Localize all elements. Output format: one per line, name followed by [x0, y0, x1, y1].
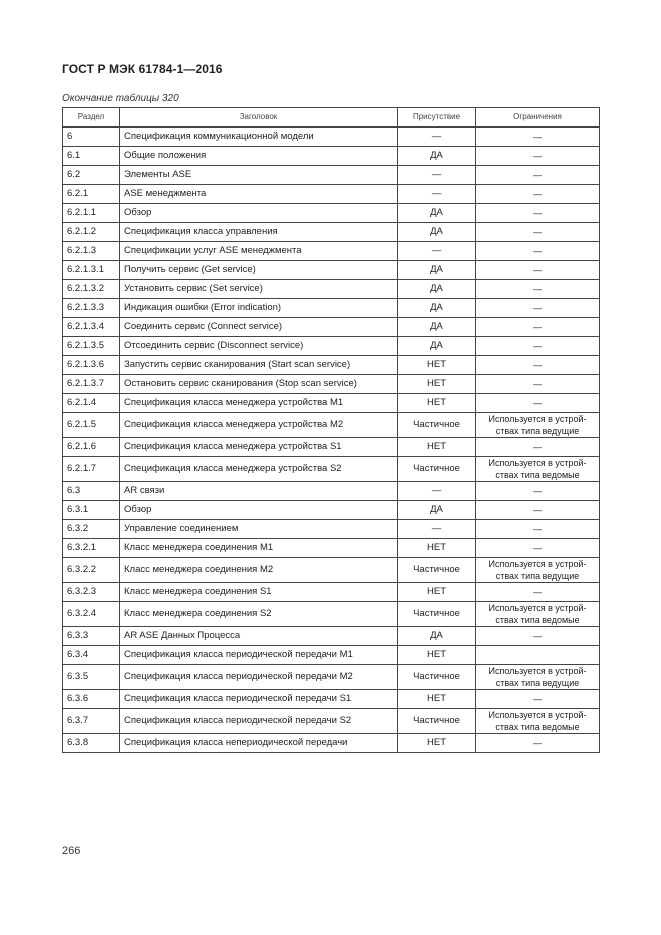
table-row	[63, 204, 600, 223]
cell-title: Спецификация класса непериодической передачи	[120, 734, 398, 753]
cell-presence: НЕТ	[398, 583, 476, 602]
cell-restrictions: —	[476, 627, 600, 646]
cell-restrictions: —	[476, 734, 600, 753]
table-row	[63, 438, 600, 457]
table-row	[63, 457, 600, 482]
header-restrictions: Ограничения	[476, 108, 600, 128]
table-row	[63, 280, 600, 299]
cell-restrictions: —	[476, 394, 600, 413]
cell-title: Спецификация класса менеджера устройства S2	[120, 457, 398, 482]
table-row	[63, 665, 600, 690]
table-body	[63, 127, 600, 753]
cell-presence: ДА	[398, 627, 476, 646]
table-row	[63, 583, 600, 602]
table-row	[63, 166, 600, 185]
cell-section: 6.3.2.2	[63, 558, 120, 583]
cell-presence: НЕТ	[398, 690, 476, 709]
cell-presence: НЕТ	[398, 356, 476, 375]
cell-presence: НЕТ	[398, 734, 476, 753]
cell-section: 6.2.1.1	[63, 204, 120, 223]
table-row	[63, 242, 600, 261]
cell-restrictions: —	[476, 204, 600, 223]
cell-section: 6.3.6	[63, 690, 120, 709]
cell-section: 6	[63, 127, 120, 147]
table-row	[63, 337, 600, 356]
cell-restrictions: —	[476, 501, 600, 520]
cell-restrictions: —	[476, 337, 600, 356]
cell-section: 6.3.7	[63, 709, 120, 734]
cell-title: Остановить сервис сканирования (Stop scan service)	[120, 375, 398, 394]
cell-section: 6.2.1.3	[63, 242, 120, 261]
header-section: Раздел	[63, 108, 120, 128]
cell-section: 6.3.2	[63, 520, 120, 539]
cell-presence: Частичное	[398, 602, 476, 627]
cell-presence: ДА	[398, 318, 476, 337]
cell-title: Запустить сервис сканирования (Start scan service)	[120, 356, 398, 375]
cell-restrictions: —	[476, 375, 600, 394]
table-row	[63, 147, 600, 166]
table-row	[63, 299, 600, 318]
cell-section: 6.3.5	[63, 665, 120, 690]
cell-title: Спецификация класса периодической передачи М1	[120, 646, 398, 665]
cell-presence: Частичное	[398, 709, 476, 734]
cell-title: AR связи	[120, 482, 398, 501]
cell-title: Элементы ASE	[120, 166, 398, 185]
cell-section: 6.3	[63, 482, 120, 501]
cell-restrictions: —	[476, 166, 600, 185]
table-row	[63, 602, 600, 627]
cell-section: 6.2.1.3.7	[63, 375, 120, 394]
cell-presence: ДА	[398, 147, 476, 166]
cell-restrictions: —	[476, 583, 600, 602]
table-caption: Окончание таблицы 320	[62, 93, 179, 104]
cell-section: 6.2.1.2	[63, 223, 120, 242]
table-row	[63, 539, 600, 558]
cell-restrictions: —	[476, 438, 600, 457]
cell-restrictions: —	[476, 127, 600, 147]
cell-presence: ДА	[398, 204, 476, 223]
cell-title: Общие положения	[120, 147, 398, 166]
cell-title: Обзор	[120, 204, 398, 223]
page-number: 266	[62, 845, 81, 857]
table-row	[63, 690, 600, 709]
header-presence: Присутствие	[398, 108, 476, 128]
cell-title: Класс менеджера соединения S2	[120, 602, 398, 627]
cell-presence: НЕТ	[398, 394, 476, 413]
cell-restrictions: Используется в устрой- ствах типа ведомые	[476, 709, 600, 734]
cell-title: Класс менеджера соединения М2	[120, 558, 398, 583]
cell-section: 6.2.1.3.1	[63, 261, 120, 280]
table-row	[63, 375, 600, 394]
cell-section: 6.2.1.3.3	[63, 299, 120, 318]
cell-restrictions: —	[476, 520, 600, 539]
cell-presence: ДА	[398, 280, 476, 299]
cell-title: Спецификация класса периодической передачи S2	[120, 709, 398, 734]
cell-restrictions: —	[476, 280, 600, 299]
cell-section: 6.2.1.7	[63, 457, 120, 482]
cell-title: Спецификация класса менеджера устройства М1	[120, 394, 398, 413]
cell-restrictions: —	[476, 356, 600, 375]
cell-title: Соединить сервис (Connect service)	[120, 318, 398, 337]
cell-section: 6.3.2.1	[63, 539, 120, 558]
table-row	[63, 394, 600, 413]
cell-title: Спецификация класса периодической передачи М2	[120, 665, 398, 690]
cell-section: 6.2.1.3.2	[63, 280, 120, 299]
cell-title: Индикация ошибки (Error indication)	[120, 299, 398, 318]
cell-restrictions: —	[476, 482, 600, 501]
cell-restrictions: —	[476, 242, 600, 261]
cell-restrictions: Используется в устрой- ствах типа ведущие	[476, 665, 600, 690]
table-row	[63, 627, 600, 646]
cell-restrictions: Используется в устрой- ствах типа ведущие	[476, 558, 600, 583]
table-row	[63, 413, 600, 438]
table-row	[63, 646, 600, 665]
cell-presence: ДА	[398, 223, 476, 242]
cell-presence: НЕТ	[398, 438, 476, 457]
cell-restrictions: —	[476, 539, 600, 558]
cell-presence: ДА	[398, 337, 476, 356]
cell-title: AR ASE Данных Процесса	[120, 627, 398, 646]
cell-title: Спецификация коммуникационной модели	[120, 127, 398, 147]
table-row	[63, 558, 600, 583]
cell-title: Спецификация класса менеджера устройства S1	[120, 438, 398, 457]
cell-restrictions: —	[476, 185, 600, 204]
cell-restrictions: Используется в устрой- ствах типа ведущие	[476, 413, 600, 438]
cell-section: 6.3.8	[63, 734, 120, 753]
requirements-table	[62, 107, 600, 753]
cell-presence: Частичное	[398, 558, 476, 583]
cell-title: Отсоединить сервис (Disconnect service)	[120, 337, 398, 356]
cell-restrictions: —	[476, 223, 600, 242]
cell-restrictions: —	[476, 318, 600, 337]
table-row	[63, 356, 600, 375]
cell-presence: ДА	[398, 261, 476, 280]
cell-section: 6.3.4	[63, 646, 120, 665]
cell-restrictions: —	[476, 299, 600, 318]
cell-presence: НЕТ	[398, 646, 476, 665]
cell-section: 6.2.1.3.4	[63, 318, 120, 337]
cell-section: 6.3.1	[63, 501, 120, 520]
cell-section: 6.2.1	[63, 185, 120, 204]
cell-presence: —	[398, 166, 476, 185]
cell-title: ASE менеджмента	[120, 185, 398, 204]
cell-title: Класс менеджера соединения S1	[120, 583, 398, 602]
cell-restrictions: —	[476, 261, 600, 280]
cell-restrictions: —	[476, 147, 600, 166]
cell-section: 6.3.2.4	[63, 602, 120, 627]
cell-presence: НЕТ	[398, 539, 476, 558]
cell-presence: Частичное	[398, 457, 476, 482]
cell-title: Спецификация класса менеджера устройства М2	[120, 413, 398, 438]
table-row	[63, 261, 600, 280]
cell-section: 6.3.3	[63, 627, 120, 646]
cell-presence: НЕТ	[398, 375, 476, 394]
table-row	[63, 223, 600, 242]
cell-section: 6.2.1.4	[63, 394, 120, 413]
cell-presence: ДА	[398, 299, 476, 318]
cell-title: Установить сервис (Set service)	[120, 280, 398, 299]
table-row	[63, 318, 600, 337]
cell-title: Спецификация класса управления	[120, 223, 398, 242]
cell-presence: —	[398, 127, 476, 147]
table-row	[63, 127, 600, 147]
cell-restrictions: Используется в устрой- ствах типа ведомые	[476, 457, 600, 482]
cell-presence: ДА	[398, 501, 476, 520]
cell-title: Спецификация класса периодической передачи S1	[120, 690, 398, 709]
header-title: Заголовок	[120, 108, 398, 128]
cell-section: 6.2.1.3.6	[63, 356, 120, 375]
cell-title: Управление соединением	[120, 520, 398, 539]
cell-title: Класс менеджера соединения М1	[120, 539, 398, 558]
cell-presence: Частичное	[398, 665, 476, 690]
cell-presence: Частичное	[398, 413, 476, 438]
cell-presence: —	[398, 520, 476, 539]
table-row	[63, 709, 600, 734]
cell-section: 6.2.1.6	[63, 438, 120, 457]
cell-section: 6.3.2.3	[63, 583, 120, 602]
table-row	[63, 520, 600, 539]
cell-presence: —	[398, 482, 476, 501]
cell-title: Спецификации услуг ASE менеджмента	[120, 242, 398, 261]
cell-section: 6.2.1.3.5	[63, 337, 120, 356]
cell-restrictions: —	[476, 690, 600, 709]
cell-restrictions	[476, 646, 600, 665]
table-row	[63, 734, 600, 753]
cell-presence: —	[398, 185, 476, 204]
cell-section: 6.2	[63, 166, 120, 185]
table-row	[63, 185, 600, 204]
cell-title: Обзор	[120, 501, 398, 520]
cell-presence: —	[398, 242, 476, 261]
cell-section: 6.2.1.5	[63, 413, 120, 438]
table-row	[63, 482, 600, 501]
cell-restrictions: Используется в устрой- ствах типа ведомые	[476, 602, 600, 627]
document-header: ГОСТ Р МЭК 61784-1—2016	[62, 62, 223, 76]
table-row	[63, 501, 600, 520]
table-header-row	[63, 108, 600, 128]
cell-section: 6.1	[63, 147, 120, 166]
cell-title: Получить сервис (Get service)	[120, 261, 398, 280]
